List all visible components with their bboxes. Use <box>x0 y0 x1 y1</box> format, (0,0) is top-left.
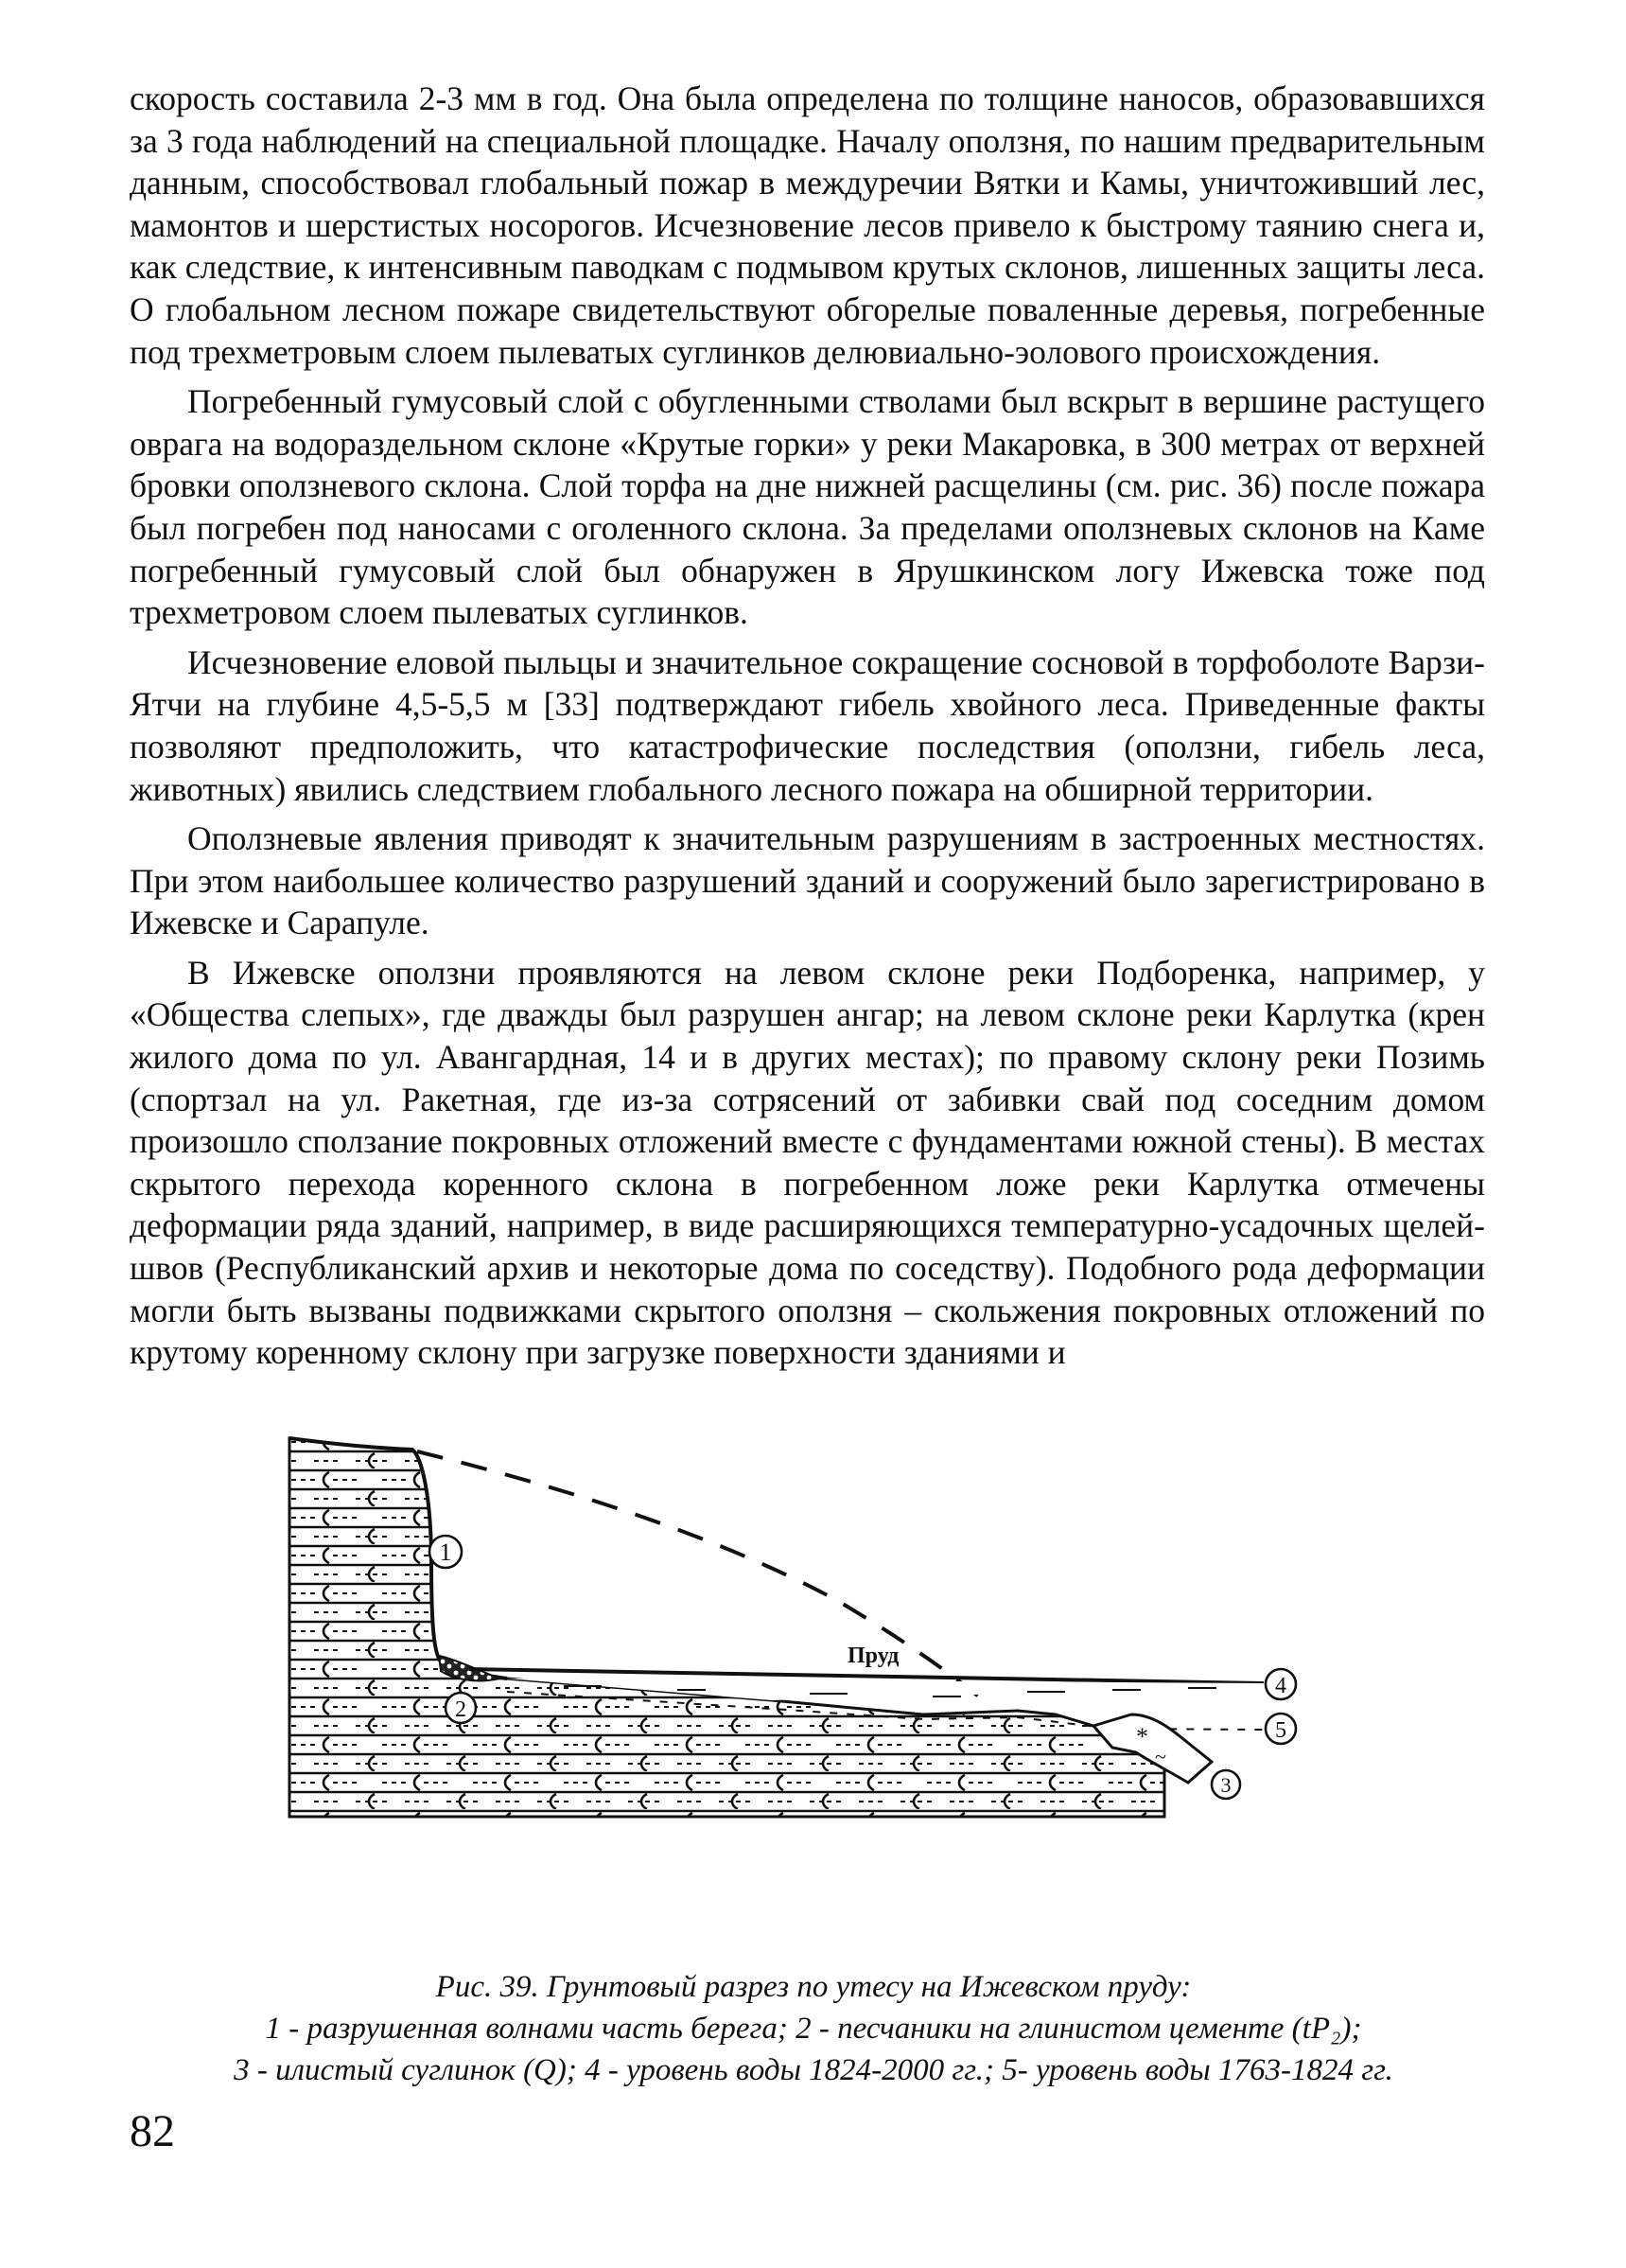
body-text <box>130 78 1485 1374</box>
asterisk-symbol: * <box>1136 1723 1148 1750</box>
paragraph: Оползневые явления приводят к значительным разрушениям в застроенных местностях. При этом наибольшее количество разрушений зданий и сооружений было зарегистрировано в Ижевске и Сарапуле. <box>130 819 1485 942</box>
marker-1 <box>429 1536 462 1568</box>
bedrock-body <box>289 1438 1164 1817</box>
tilde-symbol: ~ <box>1155 1745 1166 1768</box>
marker-2 <box>446 1693 476 1723</box>
svg-text:2: 2 <box>455 1697 466 1722</box>
cross-section-diagram <box>280 1431 1377 1960</box>
svg-text:1: 1 <box>439 1538 452 1566</box>
marker-3 <box>1212 1770 1240 1799</box>
page-number: 82 <box>130 2106 175 2156</box>
svg-text:5: 5 <box>1275 1718 1286 1743</box>
paragraph: Исчезновение еловой пыльцы и значительное сокращение сосновой в торфоболоте Варзи-Ятчи на глубине 4,5-5,5 м [33] подтверждают гибель хвойного леса. Приведенные факты позволяют предположить, что катастрофические последствия (оползни, гибель леса, животных) явились следствием глобального лесного пожара на обширной территории. <box>130 642 1485 808</box>
pond-label: Пруд <box>848 1644 900 1668</box>
paragraph: Погребенный гумусовый слой с обугленными стволами был вскрыт в вершине растущего оврага на водораздельном склоне «Крутые горки» у реки Макаровка, в 300 метрах от верхней бровки оползневого склона. Слой торфа на дне нижней расщелины (см. рис. 36) после пожара был погребен под наносами с оголенного склона. За пределами оползневых склонов на Каме погребенный гумусовый слой был обнаружен в Ярушкинском логу Ижевска тоже под трехметровом слоем пылеватых суглинков. <box>130 382 1485 632</box>
figure-caption <box>104 1966 1523 2091</box>
marker-5 <box>1266 1714 1296 1744</box>
caption-line: 1 - разрушенная волнами часть берега; 2 - песчаники на глинистом цементе (tP₂); <box>265 2012 1362 2046</box>
caption-line: 3 - илистый суглинок (Q); 4 - уровень воды 1824-2000 гг.; 5- уровень воды 1763-1824 гг. <box>234 2053 1393 2087</box>
svg-text:3: 3 <box>1220 1773 1232 1797</box>
marker-4 <box>1266 1669 1296 1699</box>
paragraph: В Ижевске оползни проявляются на левом склоне реки Подборенка, например, у «Общества слепых», где дважды был разрушен ангар; на левом склоне реки Карлутка (крен жилого дома по ул. Авангардная, 14 и в других местах); по правому склону реки Позимь (спортзал на ул. Ракетная, где из-за сотрясений от забивки свай под соседним домом произошло сползание покровных отложений вместе с фундаментами южной стены). В местах скрытого перехода коренного склона в погребенном ложе реки Карлутка отмечены деформации ряда зданий, например, в виде расширяющихся температурно-усадочных щелей-швов (Республиканский архив и некоторые дома по соседству). Подобного рода деформации могли быть вызваны подвижками скрытого оползня – скольжения покровных отложений по крутому коренному склону при загрузке поверхности зданиями и <box>130 953 1485 1372</box>
paragraph: скорость составила 2-3 мм в год. Она была определена по толщине наносов, образовавшихся за 3 года наблюдений на специальной площадке. Началу оползня, по нашим предварительным данным, способствовал глобальный пожар в междуречии Вятки и Камы, уничтоживший лес, мамонтов и шерстистых носорогов. Исчезновение лесов привело к быстрому таянию снега и, как следствие, к интенсивным паводкам с подмывом крутых склонов, лишенных защиты леса. О глобальном лесном пожаре свидетельствуют обгорелые поваленные деревья, погребенные под трехметровым слоем пылеватых суглинков делювиально-эолового происхождения. <box>130 79 1485 371</box>
figure-cross-section <box>280 1431 1377 1960</box>
caption-line: Рис. 39. Грунтовый разрез по утесу на Ижевском пруду: <box>435 1970 1192 2004</box>
svg-text:4: 4 <box>1275 1674 1286 1698</box>
